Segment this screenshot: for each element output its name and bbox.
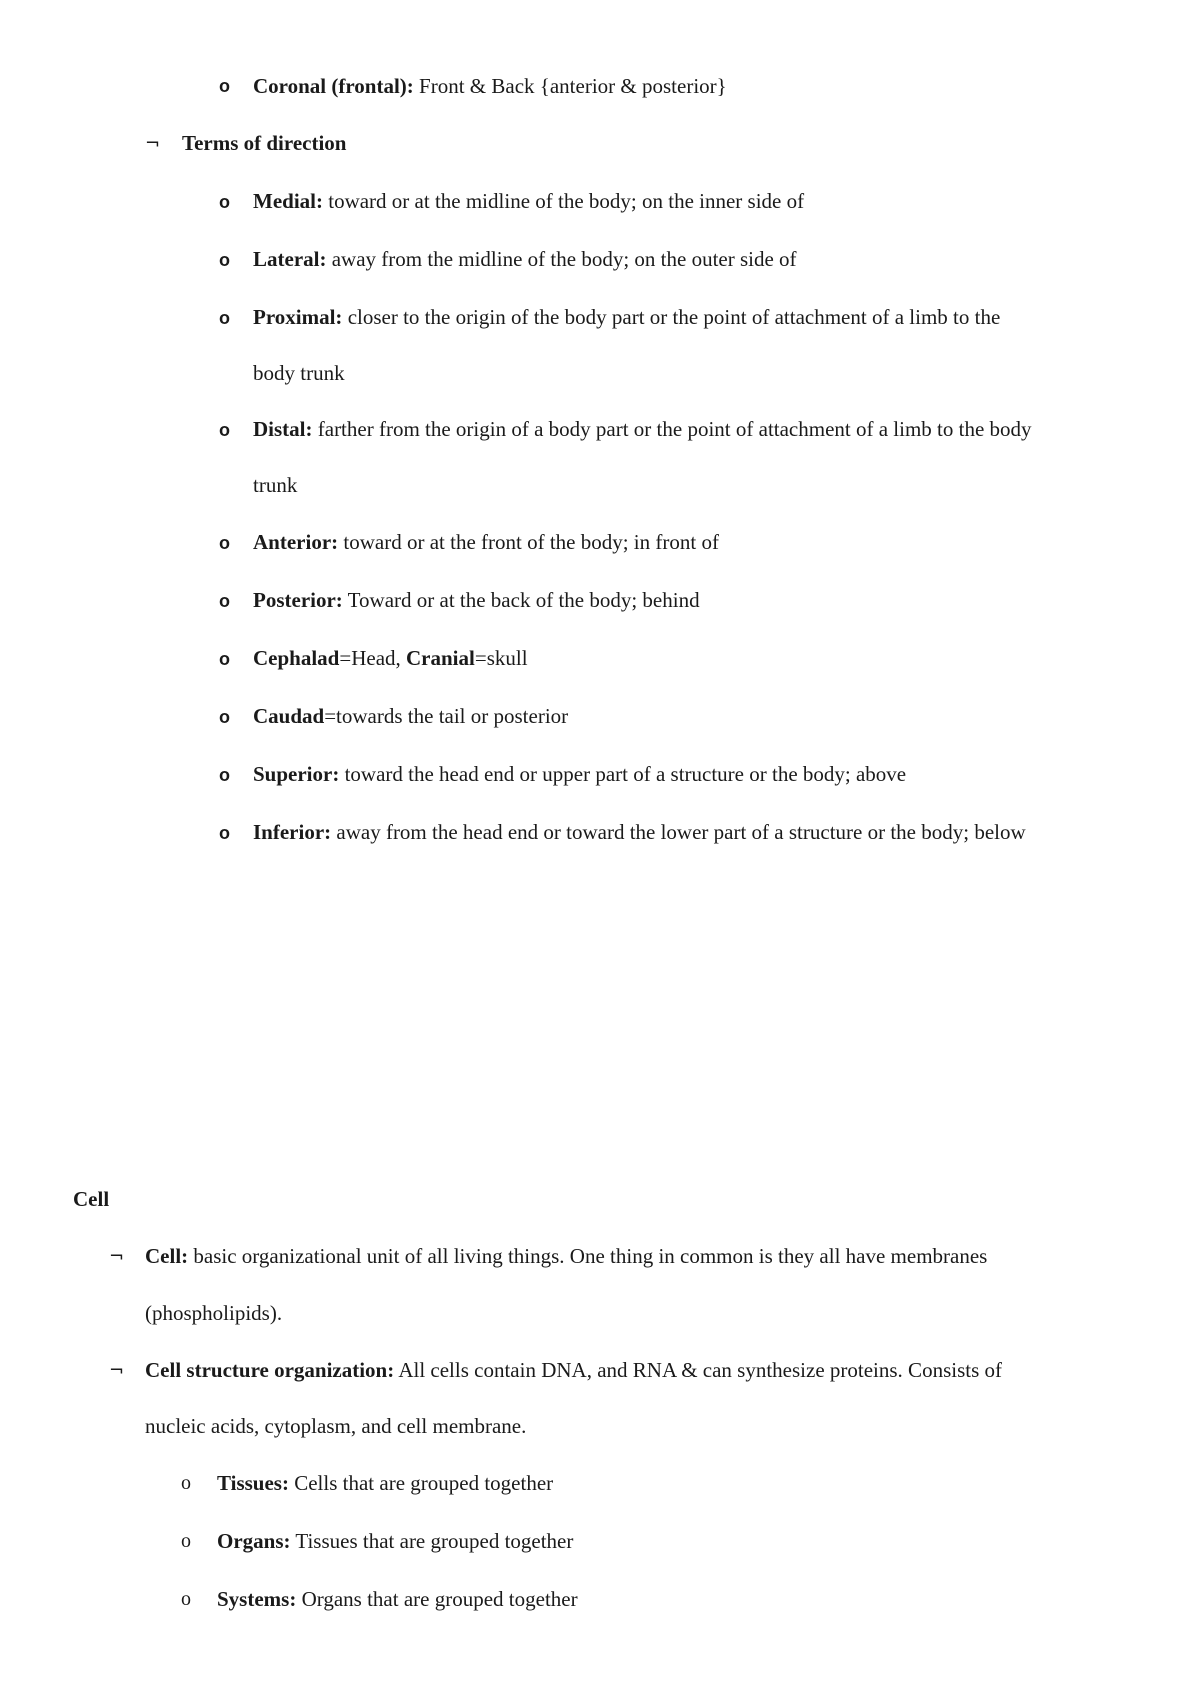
list-item-coronal — [253, 74, 727, 98]
list-item-posterior — [253, 588, 700, 612]
list-bullet-icon: o — [219, 420, 230, 440]
term: Proximal: — [253, 305, 343, 329]
definition: Organs that are grouped together — [296, 1587, 578, 1611]
list-bullet-icon: o — [181, 1472, 191, 1494]
definition: All cells contain DNA, and RNA & can synthesize proteins. Consists of — [394, 1358, 1002, 1382]
list-bullet-icon: o — [219, 765, 230, 785]
negation-bullet-icon: ¬ — [145, 133, 161, 154]
term: Systems: — [217, 1587, 297, 1611]
list-bullet-icon: o — [219, 591, 230, 611]
list-item-cell-continued: (phospholipids). — [145, 1301, 283, 1325]
list-item-anterior — [253, 530, 719, 554]
definition: Toward or at the back of the body; behind — [342, 588, 700, 612]
list-bullet-icon: o — [181, 1530, 191, 1552]
list-item-tissues — [217, 1471, 553, 1495]
list-item-lateral — [253, 247, 797, 271]
list-item-inferior — [253, 820, 1026, 844]
definition: =towards the tail or posterior — [324, 704, 569, 728]
negation-bullet-icon: ¬ — [109, 1246, 125, 1267]
list-bullet-icon: o — [181, 1588, 191, 1610]
definition-cranial: =skull — [474, 646, 528, 670]
list-item-caudad — [253, 704, 568, 728]
definition: =Head, — [339, 646, 407, 670]
list-item-superior — [253, 762, 906, 786]
term: Inferior: — [253, 820, 332, 844]
list-bullet-icon: o — [219, 308, 230, 328]
negation-bullet-icon: ¬ — [109, 1360, 125, 1381]
list-bullet-icon: o — [219, 76, 230, 96]
term: Cell structure organization: — [145, 1358, 395, 1382]
term: Superior: — [253, 762, 340, 786]
term: Posterior: — [253, 588, 343, 612]
list-bullet-icon: o — [219, 250, 230, 270]
term: Tissues: — [217, 1471, 289, 1495]
definition: away from the head end or toward the lower part of a structure or the body; below — [331, 820, 1026, 844]
list-bullet-icon: o — [219, 707, 230, 727]
definition: toward or at the midline of the body; on the inner side of — [322, 189, 805, 213]
list-item-systems — [217, 1587, 578, 1611]
definition: closer to the origin of the body part or the point of attachment of a limb to the — [342, 305, 1001, 329]
list-item-proximal-continued: body trunk — [253, 361, 345, 385]
term: Coronal (frontal): — [253, 74, 414, 98]
term: Cephalad — [253, 646, 340, 670]
definition: Front & Back {anterior & posterior} — [413, 74, 727, 98]
term: Caudad — [253, 704, 325, 728]
definition: basic organizational unit of all living things. One thing in common is they all have membranes — [188, 1244, 988, 1268]
definition: toward the head end or upper part of a structure or the body; above — [339, 762, 907, 786]
list-item-proximal — [253, 305, 1000, 329]
term: Lateral: — [253, 247, 327, 271]
list-bullet-icon: o — [219, 823, 230, 843]
definition: Tissues that are grouped together — [290, 1529, 574, 1553]
definition: farther from the origin of a body part or the point of attachment of a limb to the body — [312, 417, 1032, 441]
section-heading-cell: Cell — [73, 1187, 110, 1211]
list-bullet-icon: o — [219, 192, 230, 212]
list-item-distal-continued: trunk — [253, 473, 298, 497]
list-item-cephalad — [253, 646, 528, 670]
list-item-cell — [145, 1244, 987, 1268]
section-heading-terms-of-direction: Terms of direction — [182, 131, 347, 155]
list-item-organs — [217, 1529, 573, 1553]
list-item-medial — [253, 189, 804, 213]
list-item-cell-structure — [145, 1358, 1002, 1382]
definition: toward or at the front of the body; in front of — [338, 530, 719, 554]
term: Distal: — [253, 417, 313, 441]
list-bullet-icon: o — [219, 533, 230, 553]
list-item-cell-structure-continued: nucleic acids, cytoplasm, and cell membrane. — [145, 1414, 527, 1438]
term: Anterior: — [253, 530, 339, 554]
definition: Cells that are grouped together — [288, 1471, 554, 1495]
list-item-distal — [253, 417, 1032, 441]
list-bullet-icon: o — [219, 649, 230, 669]
term-cranial: Cranial — [406, 646, 475, 670]
term: Cell: — [145, 1244, 189, 1268]
definition: away from the midline of the body; on the outer side of — [326, 247, 797, 271]
term: Organs: — [217, 1529, 291, 1553]
term: Medial: — [253, 189, 323, 213]
